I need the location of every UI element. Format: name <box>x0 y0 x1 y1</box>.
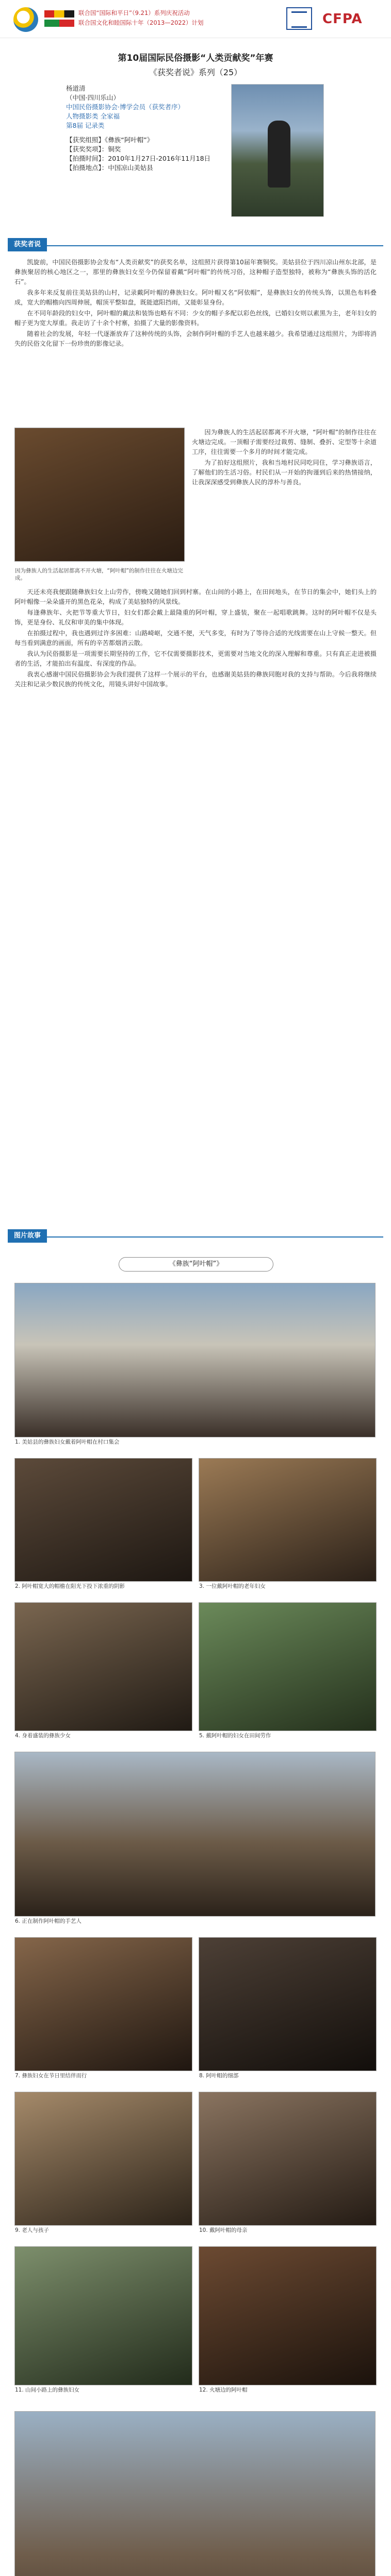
story-photo <box>14 1458 192 1589</box>
paragraph: 凯旋前，中国民俗摄影协会发布“人类贡献奖”的获奖名单，这组照片获得第10届年赛铜奖。美姑县位于四川凉山州东北部，是彝族聚居的核心地区之一，那里的彝族妇女至今仍保留着戴“阿叶帽”的传统习俗，这种帽子造型独特，被称为“彝族头饰的活化石”。 <box>14 259 377 285</box>
inline-photo-caption: 因为彝族人的生活起居都离不开火塘，“阿叶帽”的制作往往在火塘边完成。 <box>15 568 183 581</box>
author-figure-icon <box>268 121 290 188</box>
story-photo-large <box>14 2411 376 2576</box>
photo-caption: 5. 戴阿叶帽的妇女在田间劳作 <box>199 1733 271 1739</box>
header-text <box>78 8 243 28</box>
story-photo <box>14 2092 192 2233</box>
photo-caption: 2. 阿叶帽宽大的帽檐在阳光下投下浓重的阴影 <box>15 1583 125 1589</box>
author-info <box>66 84 231 173</box>
cfpa-logo: CFPA <box>322 11 363 27</box>
flag-icon <box>44 10 74 18</box>
article-text <box>192 428 377 488</box>
photo-caption: 4. 身着盛装的彝族少女 <box>15 1733 71 1739</box>
photo-caption: 11. 山间小路上的彝族妇女 <box>15 2387 80 2393</box>
page-subtitle: 《获奖者说》系列（25） <box>149 67 242 77</box>
association-logo-icon <box>13 7 38 32</box>
header <box>0 0 391 38</box>
photo-caption: 1. 美姑县的彝族妇女戴着阿叶帽在村口集会 <box>15 1439 120 1445</box>
story-photo <box>199 1937 377 2079</box>
author-prize: 第8届 记录类 <box>66 122 105 129</box>
paragraph: 在不同年龄段的妇女中，阿叶帽的戴法和装饰也略有不同：少女的帽子多配以彩色丝线，已婚妇女则以素黑为主，老年妇女的帽子更为宽大厚重。我走访了十余个村寨，拍摄了大量的影像资料。 <box>14 310 377 327</box>
section-header-talk: 获奖者说 <box>8 238 47 251</box>
author-section <box>0 84 391 226</box>
paragraph: 随着社会的发展，年轻一代逐渐放弃了这种传统的头饰，会制作阿叶帽的手艺人也越来越少。我希望通过这组照片，为即将消失的民俗文化留下一份珍贵的影像记录。 <box>14 330 377 347</box>
author-photo <box>231 84 324 217</box>
photo-caption: 10. 戴阿叶帽的母亲 <box>199 2227 248 2233</box>
paragraph: 天还未亮我便跟随彝族妇女上山劳作，傍晚又随她们回到村寨。在山间的小路上，在田间地头，在节日的集会中，她们头上的阿叶帽像一朵朵盛开的黑色花朵，构成了美姑独特的风景线。 <box>14 588 377 605</box>
story-title: 《彝族“阿叶帽”》 <box>119 1257 273 1272</box>
title-block <box>0 38 391 78</box>
story-photo <box>14 1937 192 2079</box>
story-photo <box>199 1602 377 1739</box>
paragraph: 为了拍好这组照片，我和当地村民同吃同住，学习彝族语言，了解他们的生活习俗。村民们从一开始的拘谨到后来的热情接纳，让我深深感受到彝族人民的淳朴与善良。 <box>192 459 377 486</box>
story-photo <box>199 2246 377 2393</box>
section-header-story: 图片故事 <box>8 1229 47 1243</box>
paragraph: 我多年来反复前往美姑县的山村，记录戴阿叶帽的彝族妇女。阿叶帽又名“阿依帽”，是彝族妇女的传统头饰，以黑色布料叠成，宽大的帽檐向四周伸展，帽顶平整如盘，既能遮阳挡雨，又能彰显身份。 <box>14 289 377 306</box>
work-prize: 【获奖奖项】：铜奖 <box>66 145 121 153</box>
photo-caption: 8. 阿叶帽的细部 <box>199 2073 239 2079</box>
photo-caption: 12. 火塘边的阿叶帽 <box>199 2387 248 2393</box>
paragraph: 在拍摄过程中，我也遇到过许多困难：山路崎岖，交通不便，天气多变，有时为了等待合适的光线需要在山上守候一整天。但每当看到满意的画面，所有的辛苦都烟消云散。 <box>14 630 377 647</box>
photo-caption: 9. 老人与孩子 <box>15 2227 49 2233</box>
section-divider <box>8 245 383 246</box>
story-photo <box>14 2246 192 2393</box>
page-title: 第10届国际民俗摄影“人类贡献奖”年赛 <box>118 53 273 63</box>
paragraph: 我认为民俗摄影是一项需要长期坚持的工作，它不仅需要摄影技术，更需要对当地文化的深入理解和尊重。只有真正走进被摄者的生活，才能拍出有温度、有深度的作品。 <box>14 650 377 667</box>
work-title: 【获奖组照】《彝族“阿叶帽”》 <box>66 136 154 144</box>
article-text <box>14 587 377 690</box>
header-line: 联合国文化和睦国际十年（2013—2022）计划 <box>78 19 204 26</box>
author-org: 人物摄影类 全家福 <box>66 112 120 120</box>
unesco-logo-icon <box>286 7 312 30</box>
author-org: 中国民俗摄影协会·博学会员（获奖者序） <box>66 103 184 111</box>
inline-photo <box>14 428 185 581</box>
photo-caption: 3. 一位戴阿叶帽的老年妇女 <box>199 1583 266 1589</box>
photo-caption: 7. 彝族妇女在节日里结伴而行 <box>15 2073 87 2079</box>
work-time: 【拍摄时间】：2010年1月27日-2016年11月18日 <box>66 155 211 162</box>
story-photo <box>14 1283 376 1445</box>
story-photo <box>199 2092 377 2233</box>
story-photo <box>14 1602 192 1739</box>
paragraph: 我衷心感谢中国民俗摄影协会为我们提供了这样一个展示的平台，也感谢美姑县的彝族同胞对我的支持与帮助。今后我将继续关注和记录少数民族的传统文化，用镜头讲好中国故事。 <box>14 671 377 688</box>
story-photo <box>199 1458 377 1589</box>
work-place: 【拍摄地点】：中国凉山美姑县 <box>66 164 153 172</box>
section-divider <box>8 1236 383 1238</box>
article-text <box>14 258 377 350</box>
paragraph: 每逢彝族年、火把节等重大节日，妇女们都会戴上最隆重的阿叶帽，穿上盛装，聚在一起唱歌跳舞。这时的阿叶帽不仅是头饰，更是身份、礼仪和审美的集中体现。 <box>14 609 377 626</box>
photo-caption: 6. 正在制作阿叶帽的手艺人 <box>15 1918 82 1924</box>
story-photo <box>14 1752 376 1924</box>
author-name: 杨道清 <box>66 84 86 92</box>
header-line: 联合国“国际和平日”（9.21）系列庆祝活动 <box>78 9 190 16</box>
flag-icon <box>44 20 74 27</box>
author-region: （中国·四川乐山） <box>66 94 120 101</box>
paragraph: 因为彝族人的生活起居都离不开火塘，“阿叶帽”的制作往往在火塘边完成。一顶帽子需要经过裁剪、缝制、叠折、定型等十余道工序，往往需要一个多月的时间才能完成。 <box>192 429 377 455</box>
